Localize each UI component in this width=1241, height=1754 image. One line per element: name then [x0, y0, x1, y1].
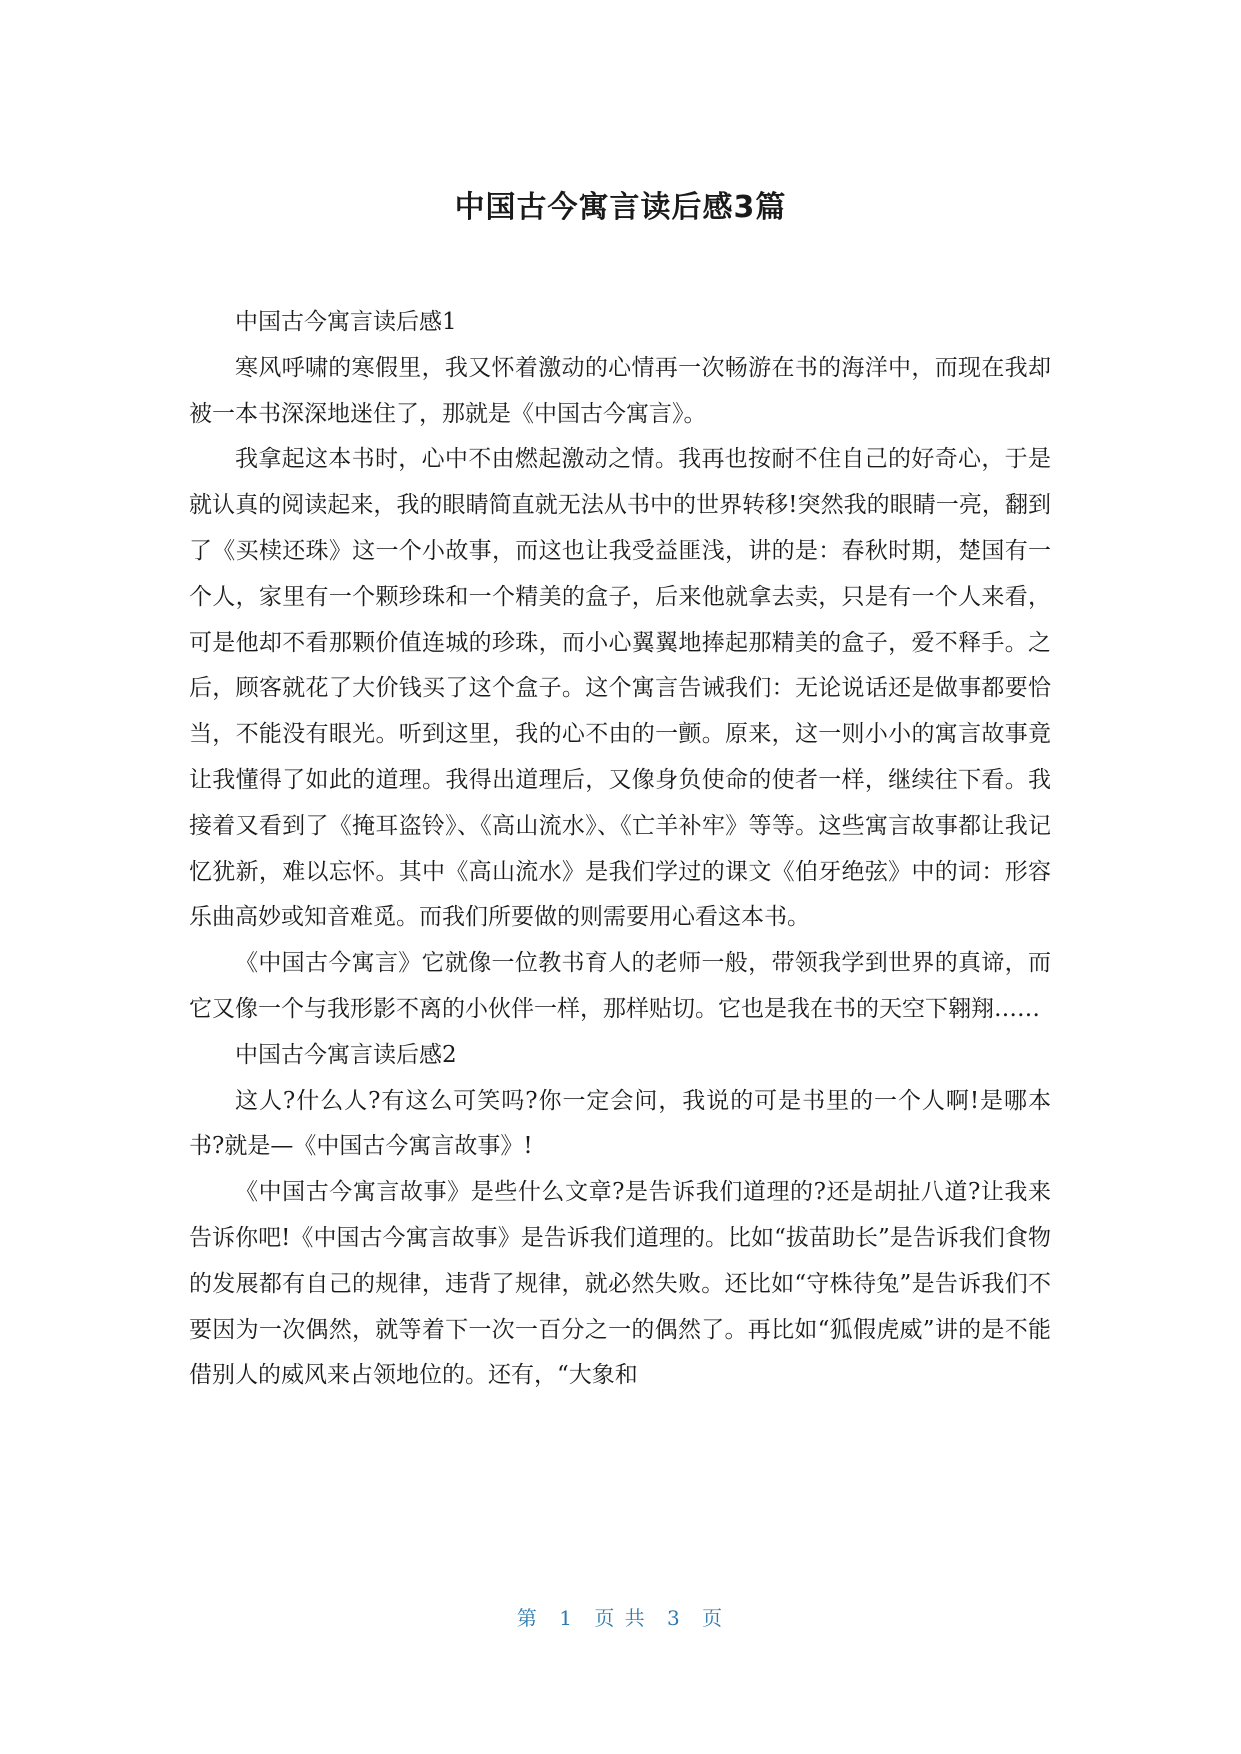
document-body [189, 300, 1051, 1399]
paragraph: 《中国古今寓言故事》是些什么文章?是告诉我们道理的?还是胡扯八道?让我来告诉你吧!《中国古今寓言故事》是告诉我们道理的。比如“拔苗助长”是告诉我们食物的发展都有自己的规律，违背了规律，就必然失败。还比如“守株待兔”是告诉我们不要因为一次偶然，就等着下一次一百分之一的偶然了。再比如“狐假虎威”讲的是不能借别人的威风来占领地位的。还有，“大象和 [189, 1179, 1051, 1389]
paragraph: 这人?什么人?有这么可笑吗?你一定会问，我说的可是书里的一个人啊!是哪本书?就是—《中国古今寓言故事》! [189, 1087, 1051, 1160]
section-heading: 中国古今寓言读后感1 [235, 309, 457, 335]
paragraph: 寒风呼啸的寒假里，我又怀着激动的心情再一次畅游在书的海洋中，而现在我却被一本书深深地迷住了，那就是《中国古今寓言》。 [189, 354, 1051, 427]
footer-middle: 页 共 [594, 1606, 647, 1630]
current-page-number: 1 [559, 1606, 574, 1630]
paragraph: 我拿起这本书时，心中不由燃起激动之情。我再也按耐不住自己的好奇心，于是就认真的阅读起来，我的眼睛简直就无法从书中的世界转移!突然我的眼睛一亮，翻到了《买椟还珠》这一个小故事，而这也让我受益匪浅，讲的是：春秋时期，楚国有一个人，家里有一个颗珍珠和一个精美的盒子，后来他就拿去卖，只是有一个人来看，可是他却不看那颗价值连城的珍珠，而小心翼翼地捧起那精美的盒子，爱不释手。之后，顾客就花了大价钱买了这个盒子。这个寓言告诫我们：无论说话还是做事都要恰当，不能没有眼光。听到这里，我的心不由的一颤。原来，这一则小小的寓言故事竟让我懂得了如此的道理。我得出道理后，又像身负使命的使者一样，继续往下看。我接着又看到了《掩耳盗铃》、《高山流水》、《亡羊补牢》等等。这些寓言故事都让我记忆犹新，难以忘怀。其中《高山流水》是我们学过的课文《伯牙绝弦》中的词：形容乐曲高妙或知音难觅。而我们所要做的则需要用心看这本书。 [189, 446, 1051, 931]
footer-prefix: 第 [516, 1606, 539, 1630]
document-title: 中国古今寓言读后感3篇 [454, 190, 787, 225]
footer-suffix: 页 [702, 1606, 725, 1630]
section-heading: 中国古今寓言读后感2 [235, 1041, 457, 1068]
total-page-count: 3 [667, 1606, 682, 1630]
page-footer [0, 1604, 1241, 1632]
paragraph: 《中国古今寓言》它就像一位教书育人的老师一般，带领我学到世界的真谛，而它又像一个与我形影不离的小伙伴一样，那样贴切。它也是我在书的天空下翱翔…… [189, 950, 1051, 1022]
